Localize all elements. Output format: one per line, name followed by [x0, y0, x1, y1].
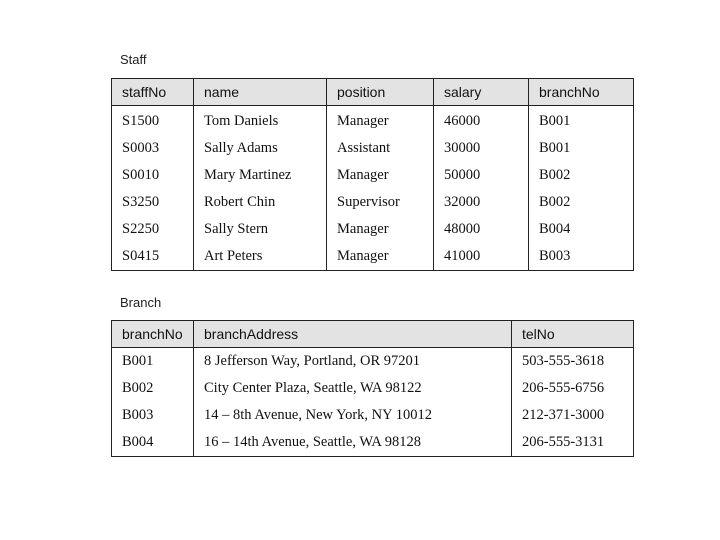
table-cell: B002	[529, 189, 634, 216]
branch-table-title: Branch	[120, 295, 162, 310]
table-cell: City Center Plaza, Seattle, WA 98122	[194, 375, 512, 402]
table-cell: 32000	[434, 189, 529, 216]
table-row	[112, 348, 634, 376]
table-cell: Manager	[327, 106, 434, 136]
table-row	[112, 375, 634, 402]
table-cell: S2250	[122, 221, 160, 237]
table-cell: Robert Chin	[194, 189, 327, 216]
table-cell: 41000	[434, 243, 529, 271]
table-cell: B003	[529, 243, 634, 271]
table-cell: B004	[122, 434, 154, 450]
table-cell: B001	[529, 106, 634, 136]
branch-table	[111, 320, 634, 457]
table-cell: Assistant	[327, 135, 434, 162]
table-cell: S0010	[122, 167, 160, 183]
table-cell: 14 – 8th Avenue, New York, NY 10012	[194, 402, 512, 429]
branch-header-row	[112, 321, 634, 348]
branch-col-branchaddress: branchAddress	[194, 321, 512, 348]
table-cell: B004	[529, 216, 634, 243]
table-cell: 206-555-3131	[512, 429, 634, 457]
table-row	[112, 162, 634, 189]
table-cell: 16 – 14th Avenue, Seattle, WA 98128	[194, 429, 512, 457]
staff-col-staffno: staffNo	[112, 79, 194, 106]
staff-table	[111, 78, 634, 271]
table-row	[112, 216, 634, 243]
table-cell: B002	[529, 162, 634, 189]
branch-col-branchno: branchNo	[112, 321, 194, 348]
table-cell: Sally Stern	[194, 216, 327, 243]
table-cell: B002	[122, 380, 154, 396]
staff-col-branchno: branchNo	[529, 79, 634, 106]
table-cell: Manager	[327, 216, 434, 243]
table-cell: Tom Daniels	[194, 106, 327, 136]
table-row	[112, 243, 634, 271]
table-cell: 212-371-3000	[512, 402, 634, 429]
table-row	[112, 189, 634, 216]
staff-table-title: Staff	[120, 52, 147, 67]
table-row	[112, 106, 634, 136]
table-cell: S3250	[122, 194, 160, 210]
table-row	[112, 402, 634, 429]
table-cell: Sally Adams	[194, 135, 327, 162]
staff-header-row	[112, 79, 634, 106]
table-row	[112, 135, 634, 162]
table-cell: Art Peters	[194, 243, 327, 271]
table-cell: B001	[529, 135, 634, 162]
table-cell: 503-555-3618	[512, 348, 634, 376]
table-cell: B003	[122, 407, 154, 423]
table-cell: 206-555-6756	[512, 375, 634, 402]
table-cell: 46000	[434, 106, 529, 136]
table-cell: 48000	[434, 216, 529, 243]
table-cell: 8 Jefferson Way, Portland, OR 97201	[194, 348, 512, 376]
table-cell: 30000	[434, 135, 529, 162]
table-cell: Supervisor	[327, 189, 434, 216]
table-cell: Mary Martinez	[194, 162, 327, 189]
table-cell: Manager	[327, 162, 434, 189]
table-cell: 50000	[434, 162, 529, 189]
staff-col-name: name	[194, 79, 327, 106]
table-cell: S1500	[122, 113, 160, 129]
branch-col-telno: telNo	[512, 321, 634, 348]
table-row	[112, 429, 634, 457]
staff-col-salary: salary	[434, 79, 529, 106]
table-cell: S0415	[122, 248, 160, 264]
table-cell: S0003	[122, 140, 160, 156]
table-cell: B001	[122, 353, 154, 369]
table-cell: Manager	[327, 243, 434, 271]
staff-col-position: position	[327, 79, 434, 106]
